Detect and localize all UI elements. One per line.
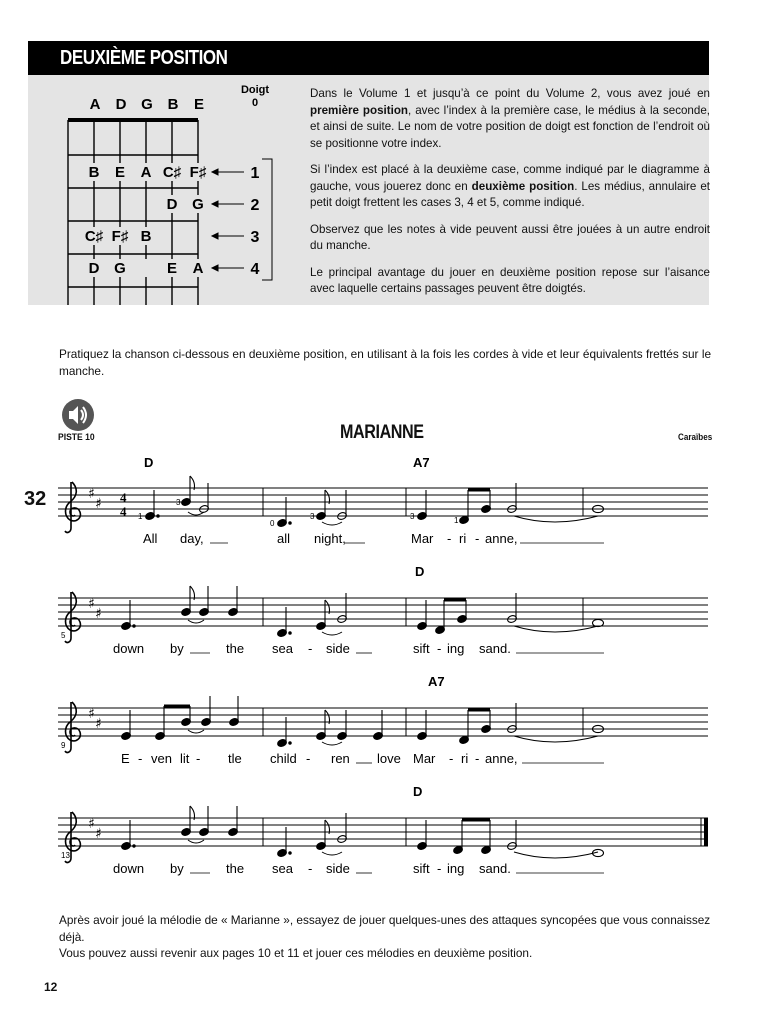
finger-number-3: 3 [250, 229, 260, 246]
fingering: 1 [454, 516, 459, 525]
lyric: - [306, 751, 311, 766]
nut [68, 118, 198, 122]
lyric: - [437, 641, 442, 656]
lyric: - [308, 641, 313, 656]
lyric: side [326, 641, 350, 656]
section-title: DEUXIÈME POSITION [60, 47, 228, 69]
speaker-icon[interactable] [61, 398, 95, 432]
lyric: ri [459, 531, 467, 546]
lyric: sea [272, 861, 293, 876]
staff-system-4 [58, 784, 708, 876]
time-sig-bottom: 4 [120, 504, 127, 519]
fret-note: D [88, 260, 100, 277]
lyric: ven [151, 751, 172, 766]
staff-system-3 [58, 674, 708, 766]
fingering: 3 [176, 498, 181, 507]
lyric: - [138, 751, 143, 766]
lyric: ri [461, 751, 469, 766]
lyric: side [326, 861, 350, 876]
lyric: - [437, 861, 442, 876]
fret-note: D [166, 196, 178, 213]
chord-symbol: D [415, 564, 425, 579]
chord-symbol: A7 [428, 674, 445, 689]
lyric: Mar [411, 531, 434, 546]
song-origin: Caraïbes [678, 432, 713, 442]
open-string-B: B [167, 96, 179, 113]
open-string-D: D [115, 96, 127, 113]
fret-note: F♯ [189, 164, 207, 181]
lyric: - [196, 751, 201, 766]
fret-note: B [140, 228, 152, 245]
staff-system-1 [58, 455, 708, 546]
lyric: child [270, 751, 297, 766]
fret-note: C♯ [162, 164, 182, 181]
fingering: 0 [270, 519, 275, 528]
finger-arrows [212, 169, 244, 271]
lyric: ing [447, 641, 465, 656]
lyric: ren [331, 751, 350, 766]
doigt-label: Doigt [240, 84, 270, 96]
fret-note: C♯ [84, 228, 104, 245]
chord-symbol: D [144, 455, 154, 470]
track-label: PISTE 10 [58, 432, 95, 443]
sheet-music: ♯ ♯ 4 4 1 3 0 3 3 1 D A7 All day, all night, Mar - ri - anne, 5 D down by the sea - side sift - ing sand. 9 A7 E - ven lit - tle child - ren love Mar - ri - anne, 13 D down by the sea - side sift - ing sand. [0, 450, 768, 890]
lyric: anne, [485, 531, 518, 546]
key-signature [88, 486, 102, 512]
lyric: down [113, 861, 145, 876]
lyric: anne, [485, 751, 518, 766]
fret-note: F♯ [111, 228, 129, 245]
lyric: All [143, 531, 158, 546]
lyric: sand. [479, 641, 511, 656]
staff-system-2 [58, 564, 708, 656]
fret-note: E [166, 260, 178, 277]
lyric: - [308, 861, 313, 876]
lyric: - [449, 751, 454, 766]
paragraph: Dans le Volume 1 et jusqu’à ce point du Volume 2, vous avez joué en première position, avec l’index à la première case, le médius à la seconde, et ainsi de suite. Le nom de votre position de doigt est fonction de l’endroit où se positionne votre index. [310, 87, 711, 150]
lyric: day, [180, 531, 204, 546]
fret-note: A [192, 260, 204, 277]
fretboard-diagram [28, 75, 298, 305]
lyric: lit [180, 751, 190, 766]
lyric: all [277, 531, 291, 546]
chord-symbol: D [413, 784, 423, 799]
open-string-E: E [193, 96, 205, 113]
lyric: ing [447, 861, 465, 876]
song-title: MARIANNE [340, 422, 424, 443]
lyric: night, [314, 531, 346, 546]
fret-note: G [192, 196, 204, 213]
lyric: sift [413, 861, 430, 876]
fret-note: E [114, 164, 126, 181]
finger-number-2: 2 [250, 197, 260, 214]
lyric: sand. [479, 861, 511, 876]
fingering: 3 [310, 512, 315, 521]
lyric: - [475, 531, 480, 546]
outro-line-1: Après avoir joué la mélodie de « Marianne », essayez de jouer quelques-unes des attaques syncopées que vous connaissez déjà. [59, 913, 711, 944]
finger-bracket [262, 159, 272, 280]
lyric: the [226, 641, 245, 656]
lyric: Mar [413, 751, 436, 766]
lyric: - [475, 751, 480, 766]
explanation-text [310, 86, 710, 308]
lyric: E [121, 751, 130, 766]
chord-symbol: A7 [413, 455, 430, 470]
lyric: the [226, 861, 245, 876]
lyric: sea [272, 641, 293, 656]
lyric: by [170, 861, 184, 876]
lyric: by [170, 641, 184, 656]
final-barline [704, 818, 708, 846]
lyric: down [113, 641, 145, 656]
open-string-G: G [141, 96, 153, 113]
bar-number: 9 [61, 741, 66, 750]
finger-number-4: 4 [250, 261, 260, 278]
lyric: sift [413, 641, 430, 656]
lyric: - [447, 531, 452, 546]
outro-text [59, 912, 719, 962]
intro-text: Pratiquez la chanson ci-dessous en deuxième position, en utilisant à la fois les cordes à vide et leur équivalents frettés sur le manche. [59, 347, 711, 378]
fret-note: B [88, 164, 100, 181]
open-string-A: A [89, 96, 101, 113]
lyric: tle [228, 751, 242, 766]
bar-number: 5 [61, 631, 66, 640]
paragraph: Si l’index est placé à la deuxième case, comme indiqué par le diagramme à gauche, vous jouerez donc en deuxième position. Les médius, annulaire et petit doigt frettent les cases 3, 4 et 5, comme indiqué. [310, 163, 710, 209]
fret-note: G [114, 260, 126, 277]
bar-number: 13 [61, 851, 70, 860]
open-finger-number: 0 [251, 97, 259, 109]
section-header [28, 41, 709, 75]
track-number: 32 [24, 488, 47, 510]
fingering: 1 [138, 512, 143, 521]
fingering: 3 [410, 512, 415, 521]
finger-number-1: 1 [250, 165, 260, 182]
paragraph: Observez que les notes à vide peuvent aussi être jouées à un autre endroit du manche. [310, 222, 710, 252]
paragraph: Le principal avantage du jouer en deuxième position repose sur l’aisance avec laquelle certains passages peuvent être doigtés. [310, 265, 710, 295]
time-sig-top: 4 [120, 490, 127, 505]
outro-line-2: Vous pouvez aussi revenir aux pages 10 et 11 et jouer ces mélodies en deuxième position. [59, 946, 533, 960]
fret-note: A [140, 164, 152, 181]
lyric: love [377, 751, 401, 766]
page-number: 12 [44, 980, 58, 994]
